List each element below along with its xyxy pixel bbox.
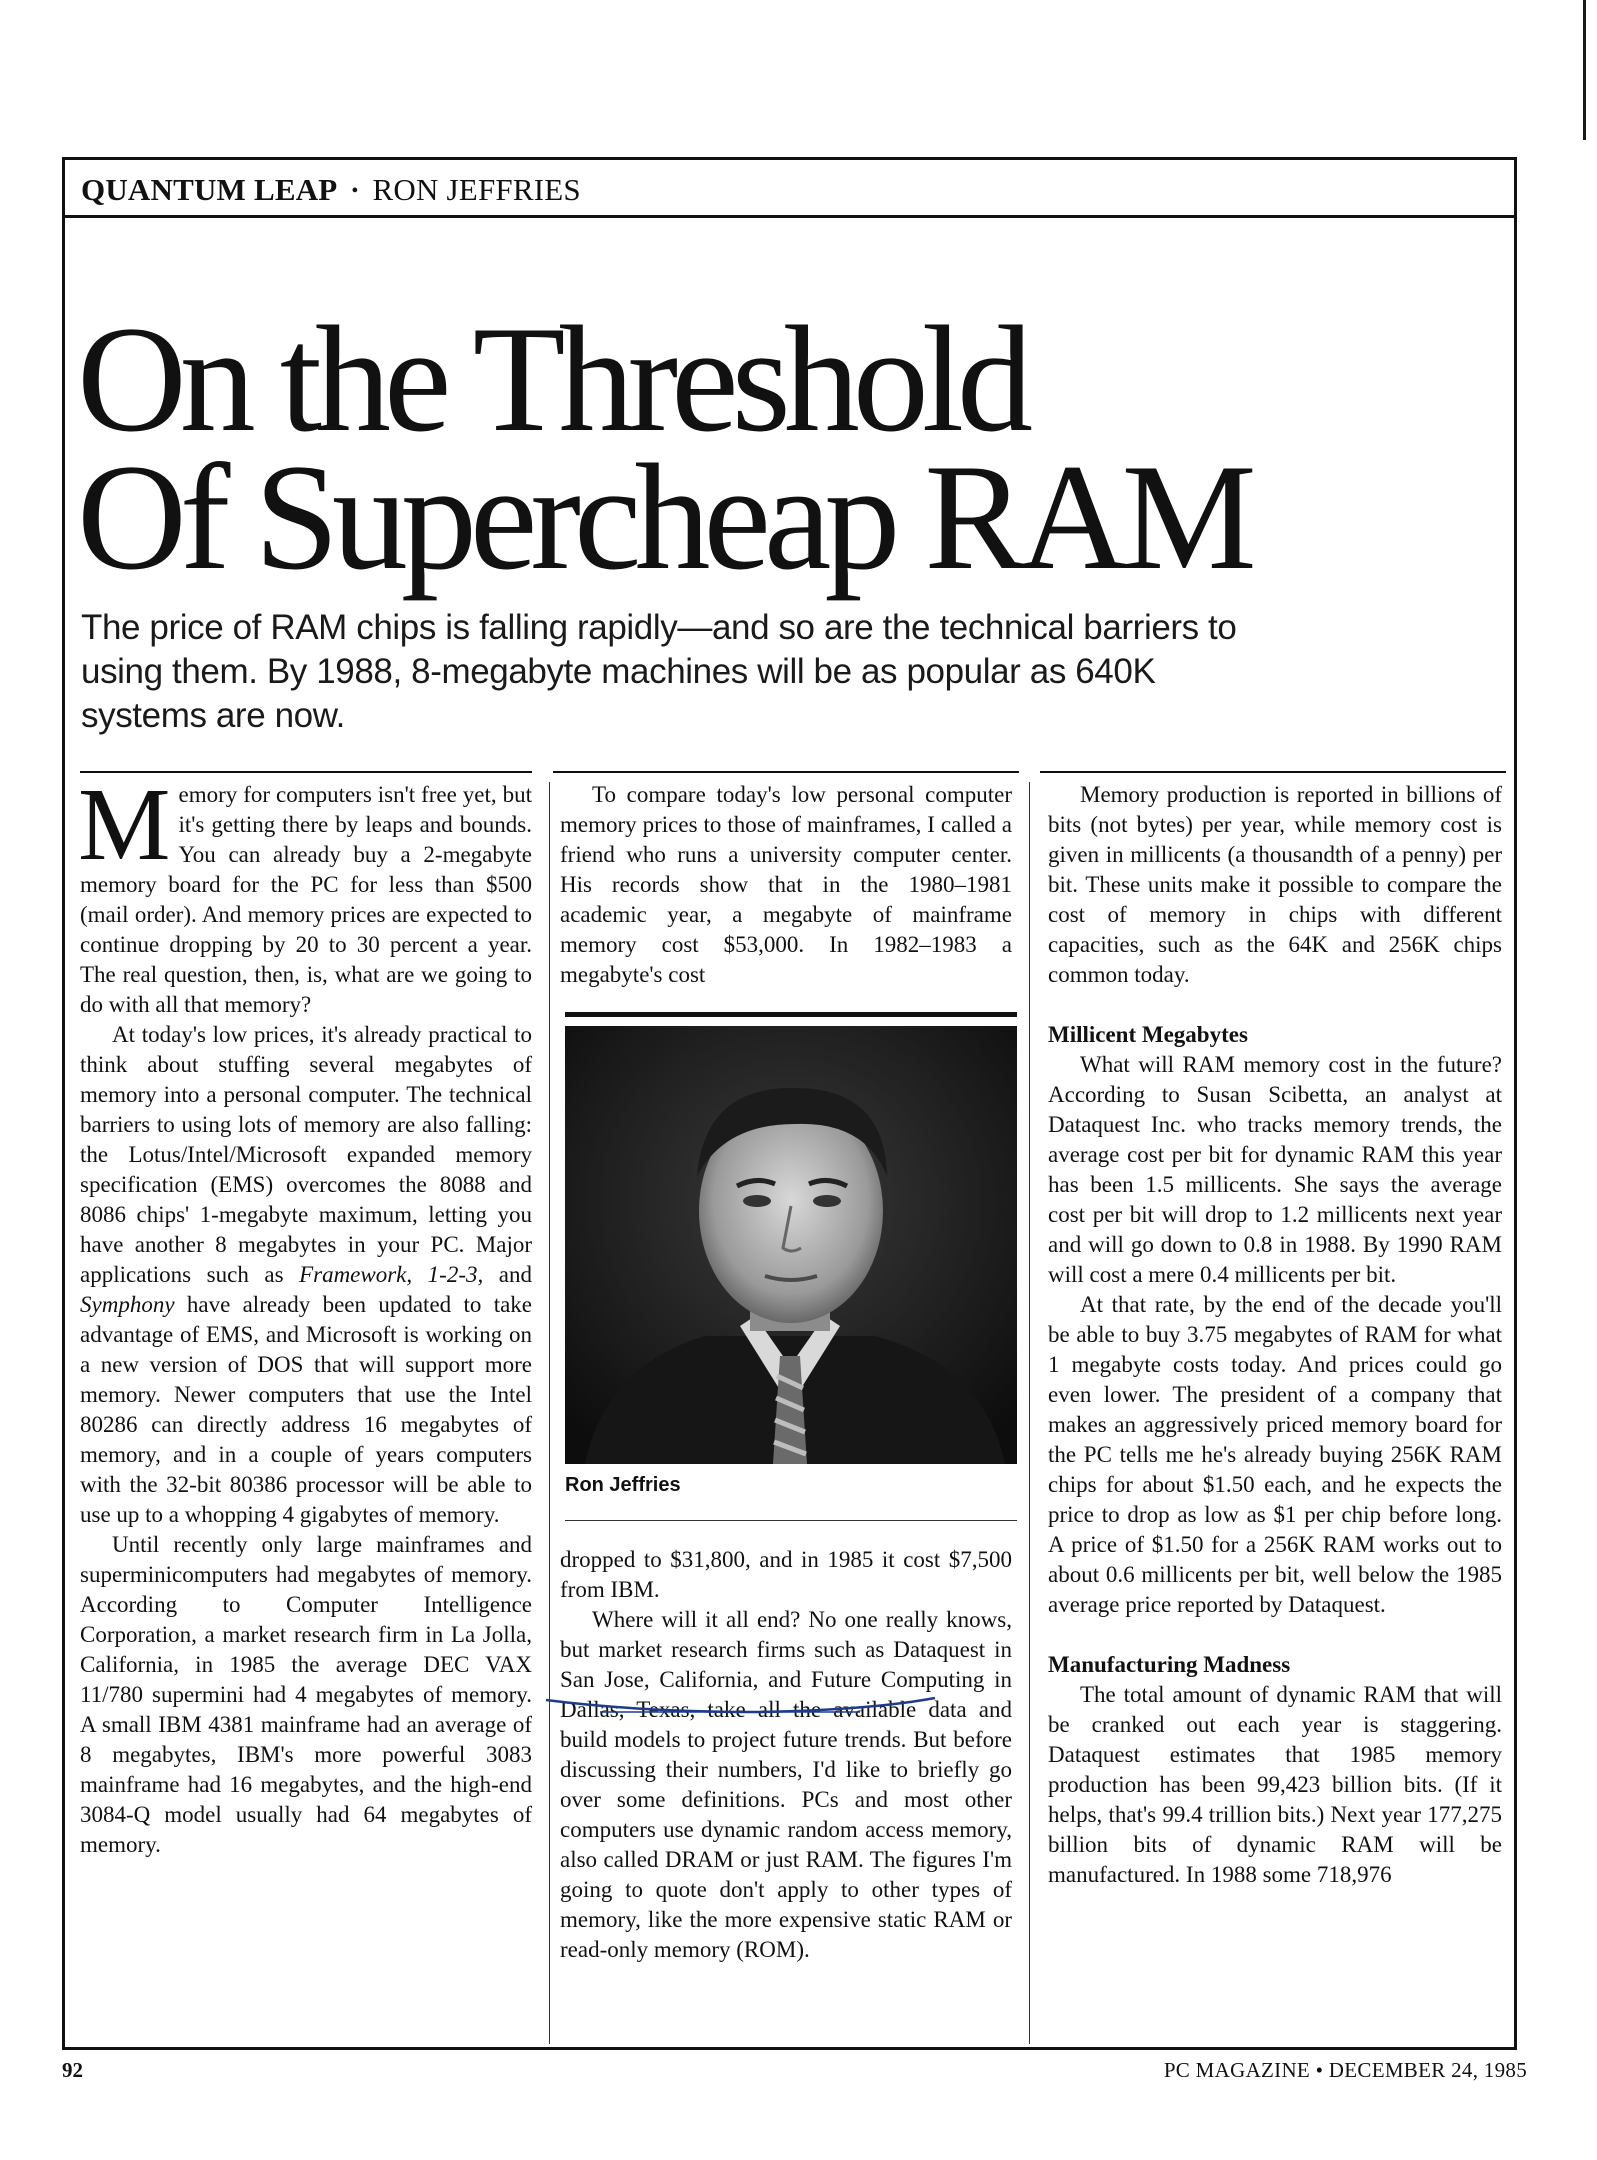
- paragraph: dropped to $31,800, and in 1985 it cost $7,500 from IBM.: [560, 1547, 1012, 1602]
- author-name: RON JEFFRIES: [372, 172, 581, 207]
- column-1: [78, 767, 532, 1860]
- page-edge-line: [1583, 0, 1586, 140]
- title-line-2: Of Supercheap RAM: [77, 433, 1250, 601]
- header-rule: [65, 215, 1514, 218]
- paragraph: [78, 767, 532, 1020]
- article-deck: The price of RAM chips is falling rapidly—and so are the technical barriers to using them. By 1988, 8-megabyte machines will be as popular as 640K systems are now.: [81, 608, 1237, 735]
- paragraph: At that rate, by the end of the decade you'll be able to buy 3.75 megabytes of RAM for what 1 megabyte costs today. And prices could go even lower. The president of a company that makes an aggressively priced memory board for the PC tells me he's already buying 256K RAM chips for about $1.50 each, and he expects the price to drop as low as $1 per chip before long. A price of $1.50 for a 256K RAM works out to about 0.6 millicents per bit, well below the 1985 average price reported by Dataquest.: [1048, 1292, 1502, 1617]
- section-name: QUANTUM LEAP: [81, 172, 338, 207]
- paragraph: The total amount of dynamic RAM that will be cranked out each year is staggering. Dataquest estimates that 1985 memory production has been 99,423 billion bits. (If it helps, that's 99.4 trillion bits.) Next year 177,275 billion bits of dynamic RAM will be manufactured. In 1988 some 718,976: [1048, 1682, 1502, 1887]
- column-2-bottom: [560, 1545, 1012, 1965]
- italic-title: Framework, 1-2-3,: [299, 1262, 484, 1287]
- paragraph-text: have already been updated to take advantage of EMS, and Microsoft is working on a new version of DOS that will support more memory. Newer computers that use the Intel 80286 can directly address 16 megabytes of memory, and in a couple of years computers with the 32-bit 80386 processor will be able to use up to a whopping 4 gigabytes of memory.: [80, 1292, 532, 1527]
- paragraph: Memory production is reported in billions of bits (not bytes) per year, while memory cost is given in millicents (a thousandth of a penny) per bit. These units make it possible to compare the cost of memory in chips with different capacities, such as the 64K and 256K chips common today.: [1048, 782, 1502, 987]
- paragraph: Until recently only large mainframes and superminicomputers had megabytes of memory. According to Computer Intelligence Corporation, a market research firm in La Jolla, California, in 1985 the average DEC VAX 11/780 supermini had 4 megabytes of memory. A small IBM 4381 mainframe had an average of 8 megabytes, IBM's more powerful 3083 mainframe had 16 megabytes, and the high-end 3084-Q model usually had 64 megabytes of memory.: [80, 1532, 532, 1857]
- column-divider-1: [549, 782, 550, 2044]
- column-2-top: [560, 780, 1012, 990]
- photo-top-rule: [565, 1012, 1017, 1017]
- title-line-1: On the Threshold: [77, 295, 1027, 463]
- column-header: [81, 172, 581, 208]
- subhead-millicent-megabytes: Millicent Megabytes: [1048, 1022, 1248, 1047]
- column-3-top-rule: [1040, 771, 1506, 773]
- paragraph: [80, 1020, 532, 1530]
- photo-caption: Ron Jeffries: [565, 1474, 681, 1496]
- column-3: [1048, 780, 1502, 1890]
- caption-rule: [565, 1520, 1017, 1521]
- drop-cap: M: [78, 767, 171, 882]
- author-photo: [565, 1026, 1017, 1464]
- portrait-image: [565, 1026, 1017, 1464]
- column-divider-2: [1029, 782, 1030, 2044]
- subhead-manufacturing-madness: Manufacturing Madness: [1048, 1652, 1291, 1677]
- paragraph-text: and: [483, 1262, 532, 1287]
- column-2-top-rule: [553, 771, 1019, 773]
- italic-title: Symphony: [80, 1292, 175, 1317]
- paragraph: Where will it all end? No one really knows, but market research firms such as Dataquest in San Jose, California, and Future Computing in Dallas, Texas, take all the available data and build models to project future trends. But before discussing their numbers, I'd like to briefly go over some definitions. PCs and most other computers use dynamic random access memory, also called DRAM or just RAM. The figures I'm going to quote don't apply to other types of memory, like the more expensive static RAM or read-only memory (ROM).: [560, 1607, 1012, 1962]
- header-bullet: •: [351, 180, 359, 202]
- paragraph-text: emory for computers isn't free yet, but it's getting there by leaps and bounds. You can already buy a 2-megabyte memory board for the PC for less than $500 (mail order). And memory prices are expected to continue dropping by 20 to 30 percent a year. The real question, then, is, what are we going to do with all that memory?: [80, 782, 532, 1017]
- publication-footer: PC MAGAZINE • DECEMBER 24, 1985: [1163, 2058, 1527, 2082]
- page-number: 92: [62, 2058, 83, 2082]
- article-title: [77, 295, 1477, 601]
- paragraph: What will RAM memory cost in the future? According to Susan Scibetta, an analyst at Dataquest Inc. who tracks memory trends, the average cost per bit for dynamic RAM this year has been 1.5 millicents. She says the average cost per bit will drop to 1.2 millicents next year and will go down to 0.8 in 1988. By 1990 RAM will cost a mere 0.4 millicents per bit.: [1048, 1052, 1502, 1287]
- paragraph-text: At today's low prices, it's already practical to think about stuffing several megabytes of memory into a personal computer. The technical barriers to using lots of memory are also falling: the Lotus/Intel/Microsoft expanded memory specification (EMS) overcomes the 8088 and 8086 chips' 1-megabyte maximum, letting you have another 8 megabytes in your PC. Major applications such as: [80, 1022, 532, 1287]
- paragraph: To compare today's low personal computer memory prices to those of mainframes, I called a friend who runs a university computer center. His records show that in the 1980–1981 academic year, a megabyte of mainframe memory cost $53,000. In 1982–1983 a megabyte's cost: [560, 782, 1012, 987]
